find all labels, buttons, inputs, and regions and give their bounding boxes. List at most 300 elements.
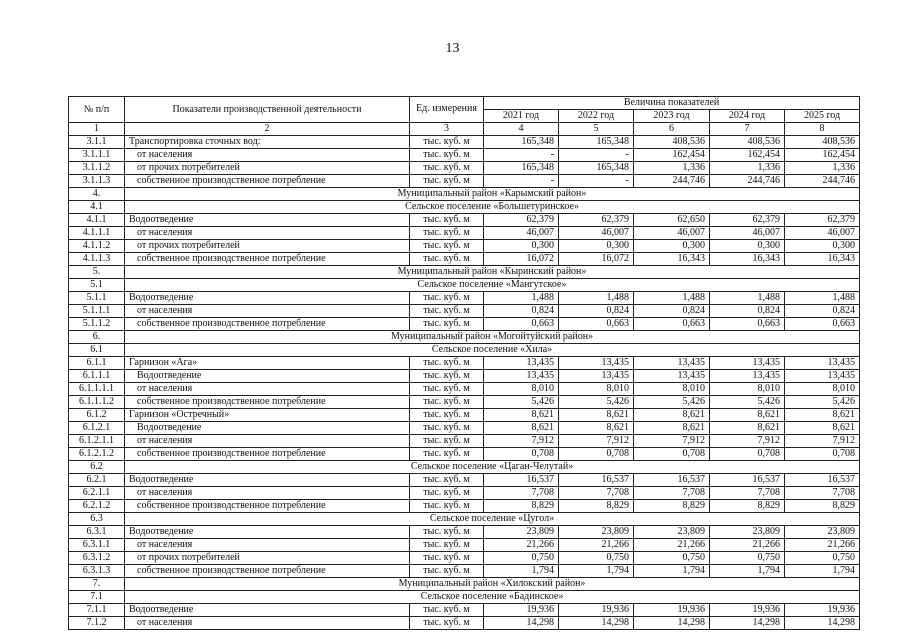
unit-cell: тыс. куб. м <box>410 240 484 253</box>
section-title: Сельское поселение «Хила» <box>125 344 860 357</box>
unit-cell: тыс. куб. м <box>410 175 484 188</box>
row-number: 4.1 <box>69 201 125 214</box>
value-cell: 7,912 <box>710 435 785 448</box>
section-row <box>69 331 860 344</box>
unit-cell: тыс. куб. м <box>410 409 484 422</box>
table-row <box>69 175 860 188</box>
value-cell: 23,809 <box>559 526 634 539</box>
value-cell: 7,912 <box>785 435 860 448</box>
value-cell: 244,746 <box>634 175 710 188</box>
row-number: 6.1.2.1.1 <box>69 435 125 448</box>
row-number: 5.1.1 <box>69 292 125 305</box>
value-cell: 13,435 <box>710 370 785 383</box>
value-cell: 5,426 <box>484 396 559 409</box>
value-cell: 0,300 <box>634 240 710 253</box>
row-number: 6.1.2 <box>69 409 125 422</box>
value-cell: 0,300 <box>710 240 785 253</box>
unit-cell: тыс. куб. м <box>410 318 484 331</box>
value-cell: 1,488 <box>559 292 634 305</box>
row-number: 5.1.1.2 <box>69 318 125 331</box>
indicator-name: Водоотведение <box>125 370 410 383</box>
indicator-name: от населения <box>125 305 410 318</box>
row-number: 6.2.1.2 <box>69 500 125 513</box>
value-cell: 0,824 <box>785 305 860 318</box>
value-cell: 8,010 <box>634 383 710 396</box>
indicator-name: от населения <box>125 617 410 630</box>
unit-cell: тыс. куб. м <box>410 604 484 617</box>
unit-cell: тыс. куб. м <box>410 370 484 383</box>
value-cell: 46,007 <box>559 227 634 240</box>
header-year: 2022 год <box>559 110 634 123</box>
value-cell: 165,348 <box>484 136 559 149</box>
unit-cell: тыс. куб. м <box>410 214 484 227</box>
header-year: 2025 год <box>785 110 860 123</box>
value-cell: 0,708 <box>710 448 785 461</box>
indicator-name: Водоотведение <box>125 292 410 305</box>
section-title: Сельское поселение «Мангутское» <box>125 279 860 292</box>
indicator-name: собственное производственное потребление <box>125 175 410 188</box>
value-cell: 0,750 <box>785 552 860 565</box>
indicator-name: собственное производственное потребление <box>125 396 410 409</box>
value-cell: 162,454 <box>785 149 860 162</box>
indicator-name: Гарнизон «Остречный» <box>125 409 410 422</box>
table-row <box>69 565 860 578</box>
table-row <box>69 448 860 461</box>
value-cell: 7,708 <box>634 487 710 500</box>
header-col-unit: Ед. измерения <box>410 97 484 123</box>
value-cell: 13,435 <box>484 370 559 383</box>
value-cell: 0,300 <box>785 240 860 253</box>
value-cell: 7,912 <box>634 435 710 448</box>
unit-cell: тыс. куб. м <box>410 474 484 487</box>
value-cell: 8,010 <box>559 383 634 396</box>
indicator-name: Водоотведение <box>125 214 410 227</box>
section-row <box>69 201 860 214</box>
row-number: 3.1.1.3 <box>69 175 125 188</box>
table-row <box>69 318 860 331</box>
row-number: 6. <box>69 331 125 344</box>
value-cell: 8,010 <box>785 383 860 396</box>
table-row <box>69 435 860 448</box>
value-cell: 19,936 <box>634 604 710 617</box>
value-cell: 19,936 <box>484 604 559 617</box>
value-cell: 8,621 <box>484 422 559 435</box>
value-cell: 5,426 <box>710 396 785 409</box>
unit-cell: тыс. куб. м <box>410 383 484 396</box>
row-number: 5.1.1.1 <box>69 305 125 318</box>
table-row <box>69 526 860 539</box>
value-cell: 0,824 <box>484 305 559 318</box>
indicators-table <box>68 96 860 630</box>
value-cell: 1,336 <box>634 162 710 175</box>
row-number: 6.2.1.1 <box>69 487 125 500</box>
row-number: 7.1.1 <box>69 604 125 617</box>
value-cell: 8,829 <box>785 500 860 513</box>
value-cell: 23,809 <box>710 526 785 539</box>
header-col-indicator: Показатели производственной деятельности <box>125 97 410 123</box>
indicator-name: собственное производственное потребление <box>125 500 410 513</box>
value-cell: 16,537 <box>559 474 634 487</box>
value-cell: 8,621 <box>710 409 785 422</box>
value-cell: 46,007 <box>710 227 785 240</box>
value-cell: 5,426 <box>559 396 634 409</box>
value-cell: 14,298 <box>785 617 860 630</box>
value-cell: 0,708 <box>634 448 710 461</box>
value-cell: 23,809 <box>785 526 860 539</box>
indicator-name: собственное производственное потребление <box>125 565 410 578</box>
value-cell: 8,829 <box>484 500 559 513</box>
value-cell: 1,488 <box>710 292 785 305</box>
value-cell: 0,663 <box>710 318 785 331</box>
value-cell: 16,072 <box>484 253 559 266</box>
value-cell: 46,007 <box>484 227 559 240</box>
numbering-cell: 4 <box>484 123 559 136</box>
value-cell: - <box>484 149 559 162</box>
row-number: 4.1.1 <box>69 214 125 227</box>
value-cell: 244,746 <box>785 175 860 188</box>
unit-cell: тыс. куб. м <box>410 422 484 435</box>
indicator-name: от населения <box>125 383 410 396</box>
section-title: Сельское поселение «Цугол» <box>125 513 860 526</box>
value-cell: 13,435 <box>785 370 860 383</box>
unit-cell: тыс. куб. м <box>410 292 484 305</box>
table-row <box>69 240 860 253</box>
value-cell: 0,300 <box>484 240 559 253</box>
table-row <box>69 149 860 162</box>
table-row <box>69 370 860 383</box>
table-row <box>69 292 860 305</box>
value-cell: 13,435 <box>484 357 559 370</box>
section-title: Сельское поселение «Бадинское» <box>125 591 860 604</box>
row-number: 6.1.1.1.1 <box>69 383 125 396</box>
indicator-name: от населения <box>125 435 410 448</box>
value-cell: 165,348 <box>484 162 559 175</box>
header-year: 2023 год <box>634 110 710 123</box>
value-cell: 19,936 <box>710 604 785 617</box>
value-cell: 8,621 <box>710 422 785 435</box>
table-row <box>69 227 860 240</box>
row-number: 7. <box>69 578 125 591</box>
value-cell: 165,348 <box>559 162 634 175</box>
unit-cell: тыс. куб. м <box>410 448 484 461</box>
table-body <box>69 136 860 630</box>
value-cell: 8,621 <box>785 422 860 435</box>
value-cell: 1,794 <box>634 565 710 578</box>
indicator-name: от населения <box>125 227 410 240</box>
row-number: 5.1 <box>69 279 125 292</box>
row-number: 5. <box>69 266 125 279</box>
value-cell: 8,621 <box>634 422 710 435</box>
value-cell: 21,266 <box>634 539 710 552</box>
row-number: 4.1.1.3 <box>69 253 125 266</box>
indicator-name: собственное производственное потребление <box>125 253 410 266</box>
value-cell: 1,794 <box>785 565 860 578</box>
table-row <box>69 253 860 266</box>
value-cell: 23,809 <box>484 526 559 539</box>
value-cell: 62,379 <box>484 214 559 227</box>
indicator-name: Водоотведение <box>125 526 410 539</box>
numbering-cell: 8 <box>785 123 860 136</box>
row-number: 6.3 <box>69 513 125 526</box>
value-cell: 1,336 <box>785 162 860 175</box>
unit-cell: тыс. куб. м <box>410 552 484 565</box>
value-cell: 21,266 <box>785 539 860 552</box>
table-row <box>69 500 860 513</box>
value-cell: - <box>484 175 559 188</box>
value-cell: 0,663 <box>634 318 710 331</box>
value-cell: 16,072 <box>559 253 634 266</box>
value-cell: - <box>559 149 634 162</box>
section-row <box>69 591 860 604</box>
value-cell: 1,794 <box>484 565 559 578</box>
unit-cell: тыс. куб. м <box>410 162 484 175</box>
unit-cell: тыс. куб. м <box>410 487 484 500</box>
value-cell: 16,537 <box>634 474 710 487</box>
value-cell: 46,007 <box>634 227 710 240</box>
row-number: 6.3.1 <box>69 526 125 539</box>
section-title: Сельское поселение «Цаган-Челутай» <box>125 461 860 474</box>
value-cell: 1,336 <box>710 162 785 175</box>
value-cell: 7,708 <box>559 487 634 500</box>
value-cell: 0,750 <box>484 552 559 565</box>
unit-cell: тыс. куб. м <box>410 253 484 266</box>
value-cell: 244,746 <box>710 175 785 188</box>
value-cell: 0,750 <box>634 552 710 565</box>
value-cell: 8,621 <box>484 409 559 422</box>
value-cell: 13,435 <box>634 357 710 370</box>
value-cell: 7,912 <box>484 435 559 448</box>
indicator-name: Гарнизон «Ага» <box>125 357 410 370</box>
value-cell: 0,663 <box>559 318 634 331</box>
section-row <box>69 279 860 292</box>
value-cell: 16,537 <box>785 474 860 487</box>
value-cell: 21,266 <box>559 539 634 552</box>
table-row <box>69 539 860 552</box>
value-cell: 62,379 <box>559 214 634 227</box>
section-title: Муниципальный район «Карымский район» <box>125 188 860 201</box>
row-number: 3.1.1 <box>69 136 125 149</box>
value-cell: 16,343 <box>710 253 785 266</box>
value-cell: 13,435 <box>634 370 710 383</box>
value-cell: 7,708 <box>484 487 559 500</box>
indicator-name: от населения <box>125 539 410 552</box>
row-number: 6.1.2.1.2 <box>69 448 125 461</box>
value-cell: 8,829 <box>559 500 634 513</box>
value-cell: 0,750 <box>559 552 634 565</box>
value-cell: 1,488 <box>634 292 710 305</box>
section-row <box>69 266 860 279</box>
row-number: 7.1.2 <box>69 617 125 630</box>
value-cell: 8,621 <box>785 409 860 422</box>
header-year: 2024 год <box>710 110 785 123</box>
value-cell: - <box>559 175 634 188</box>
unit-cell: тыс. куб. м <box>410 357 484 370</box>
value-cell: 7,912 <box>559 435 634 448</box>
section-row <box>69 188 860 201</box>
section-title: Муниципальный район «Кыринский район» <box>125 266 860 279</box>
row-number: 3.1.1.1 <box>69 149 125 162</box>
indicator-name: от прочих потребителей <box>125 552 410 565</box>
row-number: 6.2.1 <box>69 474 125 487</box>
value-cell: 162,454 <box>710 149 785 162</box>
table-row <box>69 357 860 370</box>
table-row <box>69 422 860 435</box>
row-number: 3.1.1.2 <box>69 162 125 175</box>
value-cell: 408,536 <box>634 136 710 149</box>
header-col-no: № п/п <box>69 97 125 123</box>
value-cell: 165,348 <box>559 136 634 149</box>
table-row <box>69 136 860 149</box>
value-cell: 14,298 <box>710 617 785 630</box>
value-cell: 408,536 <box>785 136 860 149</box>
row-number: 6.1.1 <box>69 357 125 370</box>
value-cell: 13,435 <box>559 357 634 370</box>
numbering-cell: 1 <box>69 123 125 136</box>
value-cell: 21,266 <box>484 539 559 552</box>
table-row <box>69 617 860 630</box>
indicator-name: от населения <box>125 487 410 500</box>
value-cell: 16,343 <box>634 253 710 266</box>
value-cell: 16,537 <box>484 474 559 487</box>
table-row <box>69 552 860 565</box>
value-cell: 62,379 <box>785 214 860 227</box>
row-number: 4. <box>69 188 125 201</box>
section-row <box>69 513 860 526</box>
section-row <box>69 344 860 357</box>
value-cell: 8,829 <box>634 500 710 513</box>
value-cell: 408,536 <box>710 136 785 149</box>
numbering-cell: 7 <box>710 123 785 136</box>
value-cell: 0,708 <box>484 448 559 461</box>
value-cell: 0,663 <box>484 318 559 331</box>
value-cell: 19,936 <box>559 604 634 617</box>
value-cell: 8,621 <box>559 409 634 422</box>
value-cell: 7,708 <box>710 487 785 500</box>
numbering-cell: 6 <box>634 123 710 136</box>
numbering-row <box>69 123 860 136</box>
row-number: 6.1.2.1 <box>69 422 125 435</box>
row-number: 6.3.1.1 <box>69 539 125 552</box>
indicator-name: собственное производственное потребление <box>125 318 410 331</box>
section-title: Муниципальный район «Хилокский район» <box>125 578 860 591</box>
row-number: 6.3.1.2 <box>69 552 125 565</box>
table-row <box>69 487 860 500</box>
unit-cell: тыс. куб. м <box>410 149 484 162</box>
value-cell: 23,809 <box>634 526 710 539</box>
value-cell: 162,454 <box>634 149 710 162</box>
table-row <box>69 305 860 318</box>
row-number: 6.1.1.1 <box>69 370 125 383</box>
table-row <box>69 604 860 617</box>
value-cell: 8,010 <box>484 383 559 396</box>
header-year: 2021 год <box>484 110 559 123</box>
value-cell: 0,708 <box>559 448 634 461</box>
value-cell: 8,829 <box>710 500 785 513</box>
unit-cell: тыс. куб. м <box>410 305 484 318</box>
table-row <box>69 396 860 409</box>
section-row <box>69 578 860 591</box>
unit-cell: тыс. куб. м <box>410 500 484 513</box>
unit-cell: тыс. куб. м <box>410 396 484 409</box>
value-cell: 7,708 <box>785 487 860 500</box>
value-cell: 1,794 <box>559 565 634 578</box>
table-row <box>69 383 860 396</box>
value-cell: 21,266 <box>710 539 785 552</box>
section-row <box>69 461 860 474</box>
table-row <box>69 162 860 175</box>
value-cell: 0,300 <box>559 240 634 253</box>
table-row <box>69 409 860 422</box>
value-cell: 46,007 <box>785 227 860 240</box>
row-number: 6.3.1.3 <box>69 565 125 578</box>
row-number: 4.1.1.1 <box>69 227 125 240</box>
unit-cell: тыс. куб. м <box>410 617 484 630</box>
indicator-name: Водоотведение <box>125 422 410 435</box>
section-title: Сельское поселение «Большетуринское» <box>125 201 860 214</box>
row-number: 6.1.1.1.2 <box>69 396 125 409</box>
table-row <box>69 214 860 227</box>
table-header <box>69 97 860 136</box>
indicator-name: Водоотведение <box>125 474 410 487</box>
value-cell: 13,435 <box>785 357 860 370</box>
value-cell: 8,621 <box>559 422 634 435</box>
value-cell: 0,663 <box>785 318 860 331</box>
value-cell: 8,010 <box>710 383 785 396</box>
value-cell: 0,824 <box>634 305 710 318</box>
page-number: 13 <box>445 41 460 56</box>
numbering-cell: 3 <box>410 123 484 136</box>
indicator-name: от прочих потребителей <box>125 240 410 253</box>
unit-cell: тыс. куб. м <box>410 227 484 240</box>
value-cell: 8,621 <box>634 409 710 422</box>
value-cell: 0,750 <box>710 552 785 565</box>
indicator-name: Водоотведение <box>125 604 410 617</box>
row-number: 6.1 <box>69 344 125 357</box>
value-cell: 14,298 <box>634 617 710 630</box>
value-cell: 0,824 <box>559 305 634 318</box>
row-number: 7.1 <box>69 591 125 604</box>
indicator-name: собственное производственное потребление <box>125 448 410 461</box>
unit-cell: тыс. куб. м <box>410 435 484 448</box>
numbering-cell: 5 <box>559 123 634 136</box>
header-col-values: Величина показателей <box>484 97 860 110</box>
value-cell: 14,298 <box>484 617 559 630</box>
row-number: 6.2 <box>69 461 125 474</box>
value-cell: 16,537 <box>710 474 785 487</box>
section-title: Муниципальный район «Могойтуйский район» <box>125 331 860 344</box>
unit-cell: тыс. куб. м <box>410 565 484 578</box>
value-cell: 5,426 <box>785 396 860 409</box>
numbering-cell: 2 <box>125 123 410 136</box>
unit-cell: тыс. куб. м <box>410 539 484 552</box>
value-cell: 1,488 <box>484 292 559 305</box>
indicator-name: от населения <box>125 149 410 162</box>
value-cell: 0,708 <box>785 448 860 461</box>
value-cell: 62,379 <box>710 214 785 227</box>
table-row <box>69 474 860 487</box>
row-number: 4.1.1.2 <box>69 240 125 253</box>
value-cell: 13,435 <box>710 357 785 370</box>
unit-cell: тыс. куб. м <box>410 526 484 539</box>
value-cell: 0,824 <box>710 305 785 318</box>
value-cell: 13,435 <box>559 370 634 383</box>
value-cell: 16,343 <box>785 253 860 266</box>
value-cell: 1,488 <box>785 292 860 305</box>
value-cell: 5,426 <box>634 396 710 409</box>
value-cell: 19,936 <box>785 604 860 617</box>
value-cell: 14,298 <box>559 617 634 630</box>
unit-cell: тыс. куб. м <box>410 136 484 149</box>
